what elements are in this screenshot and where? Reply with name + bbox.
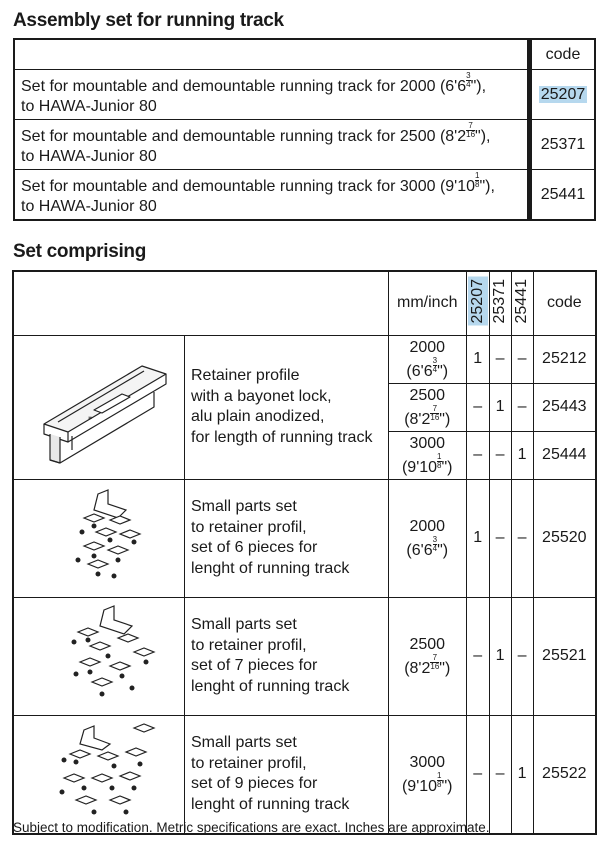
small-parts-image bbox=[13, 715, 185, 834]
qty-cell: – bbox=[466, 715, 489, 834]
qty-cell: – bbox=[489, 335, 511, 383]
svg-text:*: * bbox=[88, 414, 92, 424]
table-row bbox=[14, 70, 595, 120]
assembly-code-header: code bbox=[530, 39, 596, 70]
qty-cell: 1 bbox=[489, 383, 511, 431]
code-cell: 25212 bbox=[533, 335, 596, 383]
table-row bbox=[14, 120, 595, 170]
assembly-header-blank bbox=[14, 39, 530, 70]
qty-cell: – bbox=[466, 597, 489, 715]
assembly-desc: Set for mountable and demountable running track for 2000 (6'6 $\frac{3}{4}$ "), to HAWA-Junior 80 bbox=[14, 70, 530, 120]
footnote: Subject to modification. Metric specifications are exact. Inches are approximate. bbox=[13, 820, 490, 835]
fraction: $\frac{7}{16}$ bbox=[466, 121, 476, 139]
assembly-table bbox=[13, 38, 596, 221]
table-row bbox=[13, 335, 596, 383]
table-row bbox=[13, 715, 596, 834]
length-cell: 2500 (8'2 $\frac{7}{16}$ ") bbox=[388, 383, 466, 431]
small-parts-icon bbox=[14, 480, 184, 592]
set2-header: 25371 bbox=[489, 271, 511, 335]
table-row bbox=[13, 479, 596, 597]
qty-cell: – bbox=[489, 479, 511, 597]
assembly-desc: Set for mountable and demountable running track for 3000 (9'10 $\frac{1}{8}$ "), to HAWA-Junior 80 bbox=[14, 170, 530, 221]
qty-cell: 1 bbox=[489, 597, 511, 715]
qty-cell: – bbox=[511, 335, 533, 383]
assembly-title: Assembly set for running track bbox=[13, 10, 284, 31]
qty-cell: – bbox=[511, 479, 533, 597]
code-cell: 25521 bbox=[533, 597, 596, 715]
code-cell: 25443 bbox=[533, 383, 596, 431]
table-row bbox=[13, 597, 596, 715]
qty-cell: – bbox=[489, 715, 511, 834]
set1-header: 25207 bbox=[466, 271, 489, 335]
small-parts-image bbox=[13, 479, 185, 597]
retainer-profile-image bbox=[13, 335, 185, 479]
small-parts-image bbox=[13, 597, 185, 715]
retainer-desc: Retainer profile with a bayonet lock, alu plain anodized, for length of running track bbox=[185, 335, 389, 479]
fraction: $\frac{3}{4}$ bbox=[466, 71, 471, 89]
assembly-code: 25441 bbox=[530, 170, 596, 221]
header-blank bbox=[13, 271, 388, 335]
qty-cell: – bbox=[466, 383, 489, 431]
small-parts-desc: Small parts set to retainer profil, set of 7 pieces for lenght of running track bbox=[185, 597, 389, 715]
comprising-table bbox=[12, 270, 597, 835]
comprising-header-row bbox=[13, 271, 596, 335]
unit-header: mm/inch bbox=[388, 271, 466, 335]
qty-cell: 1 bbox=[511, 715, 533, 834]
fraction: $\frac{1}{8}$ bbox=[475, 171, 480, 189]
table-row bbox=[14, 170, 595, 221]
qty-cell: – bbox=[511, 383, 533, 431]
small-parts-desc: Small parts set to retainer profil, set of 9 pieces for lenght of running track bbox=[185, 715, 389, 834]
assembly-header-row bbox=[14, 39, 595, 70]
qty-cell: 1 bbox=[466, 335, 489, 383]
assembly-desc: Set for mountable and demountable running track for 2500 (8'2 $\frac{7}{16}$ "), to HAWA-Junior 80 bbox=[14, 120, 530, 170]
small-parts-desc: Small parts set to retainer profil, set of 6 pieces for lenght of running track bbox=[185, 479, 389, 597]
assembly-code: 25207 bbox=[530, 70, 596, 120]
set3-header: 25441 bbox=[511, 271, 533, 335]
qty-cell: 1 bbox=[466, 479, 489, 597]
length-cell: 2500 (8'2 $\frac{7}{16}$ ") bbox=[388, 597, 466, 715]
qty-cell: – bbox=[466, 432, 489, 479]
retainer-profile-icon bbox=[14, 336, 184, 474]
code-cell: 25522 bbox=[533, 715, 596, 834]
small-parts-icon bbox=[14, 598, 184, 710]
comprising-title: Set comprising bbox=[13, 241, 147, 262]
length-cell: 2000 (6'6 $\frac{3}{4}$ ") bbox=[388, 479, 466, 597]
qty-cell: – bbox=[511, 597, 533, 715]
length-cell: 3000 (9'10 $\frac{1}{8}$ ") bbox=[388, 715, 466, 834]
code-cell: 25520 bbox=[533, 479, 596, 597]
code-header: code bbox=[533, 271, 596, 335]
assembly-code: 25371 bbox=[530, 120, 596, 170]
code-cell: 25444 bbox=[533, 432, 596, 479]
length-cell: 3000 (9'10 $\frac{1}{8}$ ") bbox=[388, 432, 466, 479]
qty-cell: – bbox=[489, 432, 511, 479]
qty-cell: 1 bbox=[511, 432, 533, 479]
small-parts-icon bbox=[14, 716, 184, 828]
length-cell: 2000 (6'6 $\frac{3}{4}$ ") bbox=[388, 335, 466, 383]
